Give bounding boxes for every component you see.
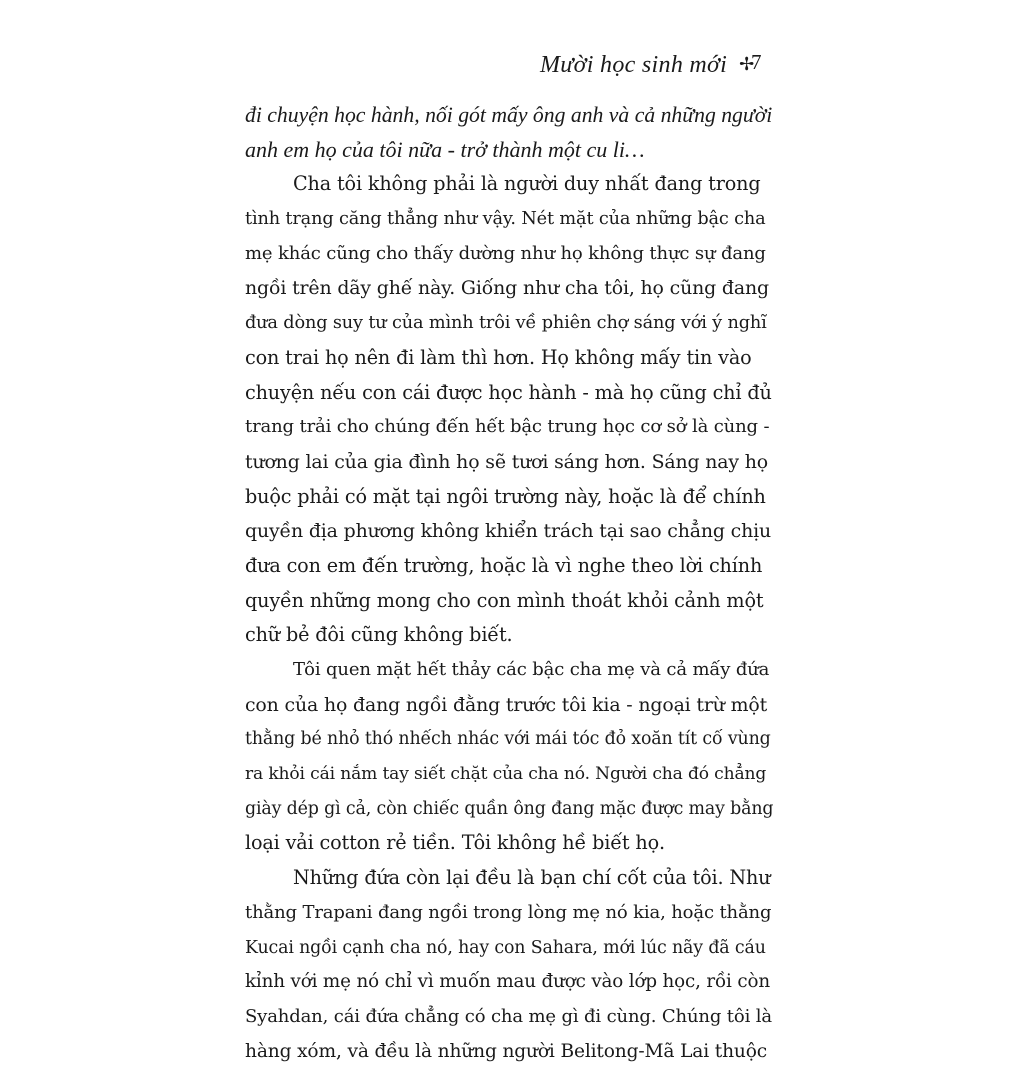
text-line: hàng xóm, và đều là những người Belitong-Mã Lai thuộc <box>245 1040 768 1062</box>
ornament-icon: ✢ <box>739 54 755 75</box>
text-line: thằng bé nhỏ thó nhếch nhác với mái tóc đỏ xoăn tít cố vùng <box>245 729 771 750</box>
page-number: 7 <box>751 50 762 74</box>
text-line: Những đứa còn lại đều là bạn chí cốt của tôi. Như <box>293 866 771 890</box>
text-line: quyền những mong cho con mình thoát khỏi cảnh một <box>245 588 764 612</box>
text-line: buộc phải có mặt tại ngôi trường này, hoặc là để chính <box>245 484 766 508</box>
text-line: chuyện nếu con cái được học hành - mà họ cũng chỉ đủ <box>245 380 772 404</box>
running-header <box>540 48 754 82</box>
text-line: giày dép gì cả, còn chiếc quần ông đang mặc được may bằng <box>245 798 774 819</box>
text-line: Syahdan, cái đứa chẳng có cha mẹ gì đi cùng. Chúng tôi là <box>245 1005 772 1027</box>
text-line: tương lai của gia đình họ sẽ tươi sáng hơn. Sáng nay họ <box>245 450 769 473</box>
text-line: trang trải cho chúng đến hết bậc trung học cơ sở là cùng - <box>245 416 770 438</box>
text-line: mẹ khác cũng cho thấy dường như họ không thực sự đang <box>245 242 766 264</box>
text-line: ngồi trên dãy ghế này. Giống như cha tôi, họ cũng đang <box>245 277 769 300</box>
text-line: ra khỏi cái nắm tay siết chặt của cha nó. Người cha đó chẳng <box>245 764 767 785</box>
text-line: loại vải cotton rẻ tiền. Tôi không hề biết họ. <box>245 831 665 855</box>
text-line: anh em họ của tôi nữa - trở thành một cu li… <box>245 136 645 162</box>
text-line: quyền địa phương không khiển trách tại sao chẳng chịu <box>245 520 772 543</box>
text-line: Cha tôi không phải là người duy nhất đang trong <box>293 172 761 196</box>
text-line: Tôi quen mặt hết thảy các bậc cha mẹ và cả mấy đứa <box>293 659 770 680</box>
text-line: Kucai ngồi cạnh cha nó, hay con Sahara, mới lúc nãy đã cáu <box>245 937 766 958</box>
body-text <box>245 98 773 1069</box>
text-line: kỉnh với mẹ nó chỉ vì muốn mau được vào lớp học, rồi còn <box>245 971 770 993</box>
text-line: đi chuyện học hành, nối gót mấy ông anh và cả những người <box>245 103 773 127</box>
text-line: đưa con em đến trường, hoặc là vì nghe theo lời chính <box>245 553 763 577</box>
text-line: tình trạng căng thẳng như vậy. Nét mặt của những bậc cha <box>245 209 766 230</box>
text-line: con của họ đang ngồi đằng trước tôi kia - ngoại trừ một <box>245 693 768 716</box>
text-line: thằng Trapani đang ngồi trong lòng mẹ nó kia, hoặc thằng <box>245 901 772 923</box>
text-line: chữ bẻ đôi cũng không biết. <box>245 623 513 647</box>
text-line: con trai họ nên đi làm thì hơn. Họ không mấy tin vào <box>245 345 752 369</box>
running-title: Mười học sinh mới <box>540 51 728 78</box>
text-line: đưa dòng suy tư của mình trôi về phiên chợ sáng với ý nghĩ <box>245 313 767 334</box>
